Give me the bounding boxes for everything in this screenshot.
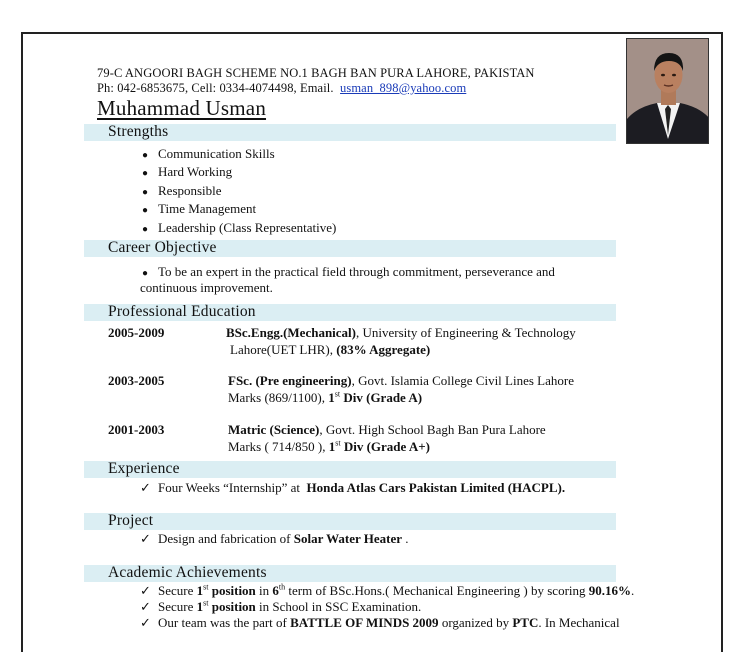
section-title-project: Project [108,512,154,529]
strength-item: Responsible [158,183,222,198]
person-photo-icon [627,39,709,144]
strength-item: Communication Skills [158,146,275,161]
experience-item: Four Weeks “Internship” at Honda Atlas Cars Pakistan Limited (HACPL). [158,480,566,495]
profile-photo [626,38,709,144]
project-item: Design and fabrication of Solar Water Heater . [158,531,409,546]
bullet-dot-icon: ● [142,150,149,161]
achievement-item: Secure 1st position in 6th term of BSc.Hons.( Mechanical Engineering ) by scoring 90.16%. [158,582,635,598]
checkmark-icon: ✓ [140,531,151,546]
candidate-name: Muhammad Usman [97,96,267,120]
edu-years: 2003-2005 [108,373,165,388]
edu-degree-line: BSc.Engg.(Mechanical), University of Engineering & Technology [226,325,576,340]
section-title-strengths: Strengths [108,123,169,140]
bullet-dot-icon: ● [142,224,149,235]
section-band-project [84,513,616,530]
checkmark-icon: ✓ [140,583,151,598]
phone-text: Ph: 042-6853675, Cell: 0334-4074498, Email. [97,81,334,95]
section-title-education: Professional Education [108,303,256,320]
achievement-item: Our team was the part of BATTLE OF MINDS 2009 organized by PTC. In Mechanical [158,615,620,630]
section-title-achievements: Academic Achievements [108,564,267,581]
bullet-dot-icon: ● [142,205,149,216]
strength-item: Leadership (Class Representative) [158,220,337,235]
address-line: 79-C ANGOORI BAGH SCHEME NO.1 BAGH BAN PURA LAHORE, PAKISTAN [97,66,535,80]
edu-grade-line: Lahore(UET LHR), (83% Aggregate) [230,342,431,357]
bullet-dot-icon: ● [142,187,149,198]
bullet-dot-icon: ● [142,268,149,279]
checkmark-icon: ✓ [140,615,151,630]
edu-grade-line: Marks (869/1100), 1st Div (Grade A) [228,389,423,405]
achievement-item: Secure 1st position in School in SSC Examination. [158,598,422,614]
strength-item: Hard Working [158,164,233,179]
email-link[interactable]: usman_898@yahoo.com [340,81,467,95]
section-title-experience: Experience [108,460,180,477]
checkmark-icon: ✓ [140,480,151,495]
contact-line [97,81,466,96]
section-title-objective: Career Objective [108,239,217,256]
checkmark-icon: ✓ [140,599,151,614]
edu-degree-line: FSc. (Pre engineering), Govt. Islamia College Civil Lines Lahore [228,373,574,388]
edu-grade-line: Marks ( 714/850 ), 1st Div (Grade A+) [228,438,430,454]
bullet-dot-icon: ● [142,168,149,179]
strength-item: Time Management [158,201,257,216]
edu-degree-line: Matric (Science), Govt. High School Bagh Ban Pura Lahore [228,422,546,437]
objective-line-1: To be an expert in the practical field through commitment, perseverance and [158,264,555,279]
objective-line-2: continuous improvement. [140,280,273,295]
edu-years: 2005-2009 [108,325,165,340]
edu-years: 2001-2003 [108,422,165,437]
